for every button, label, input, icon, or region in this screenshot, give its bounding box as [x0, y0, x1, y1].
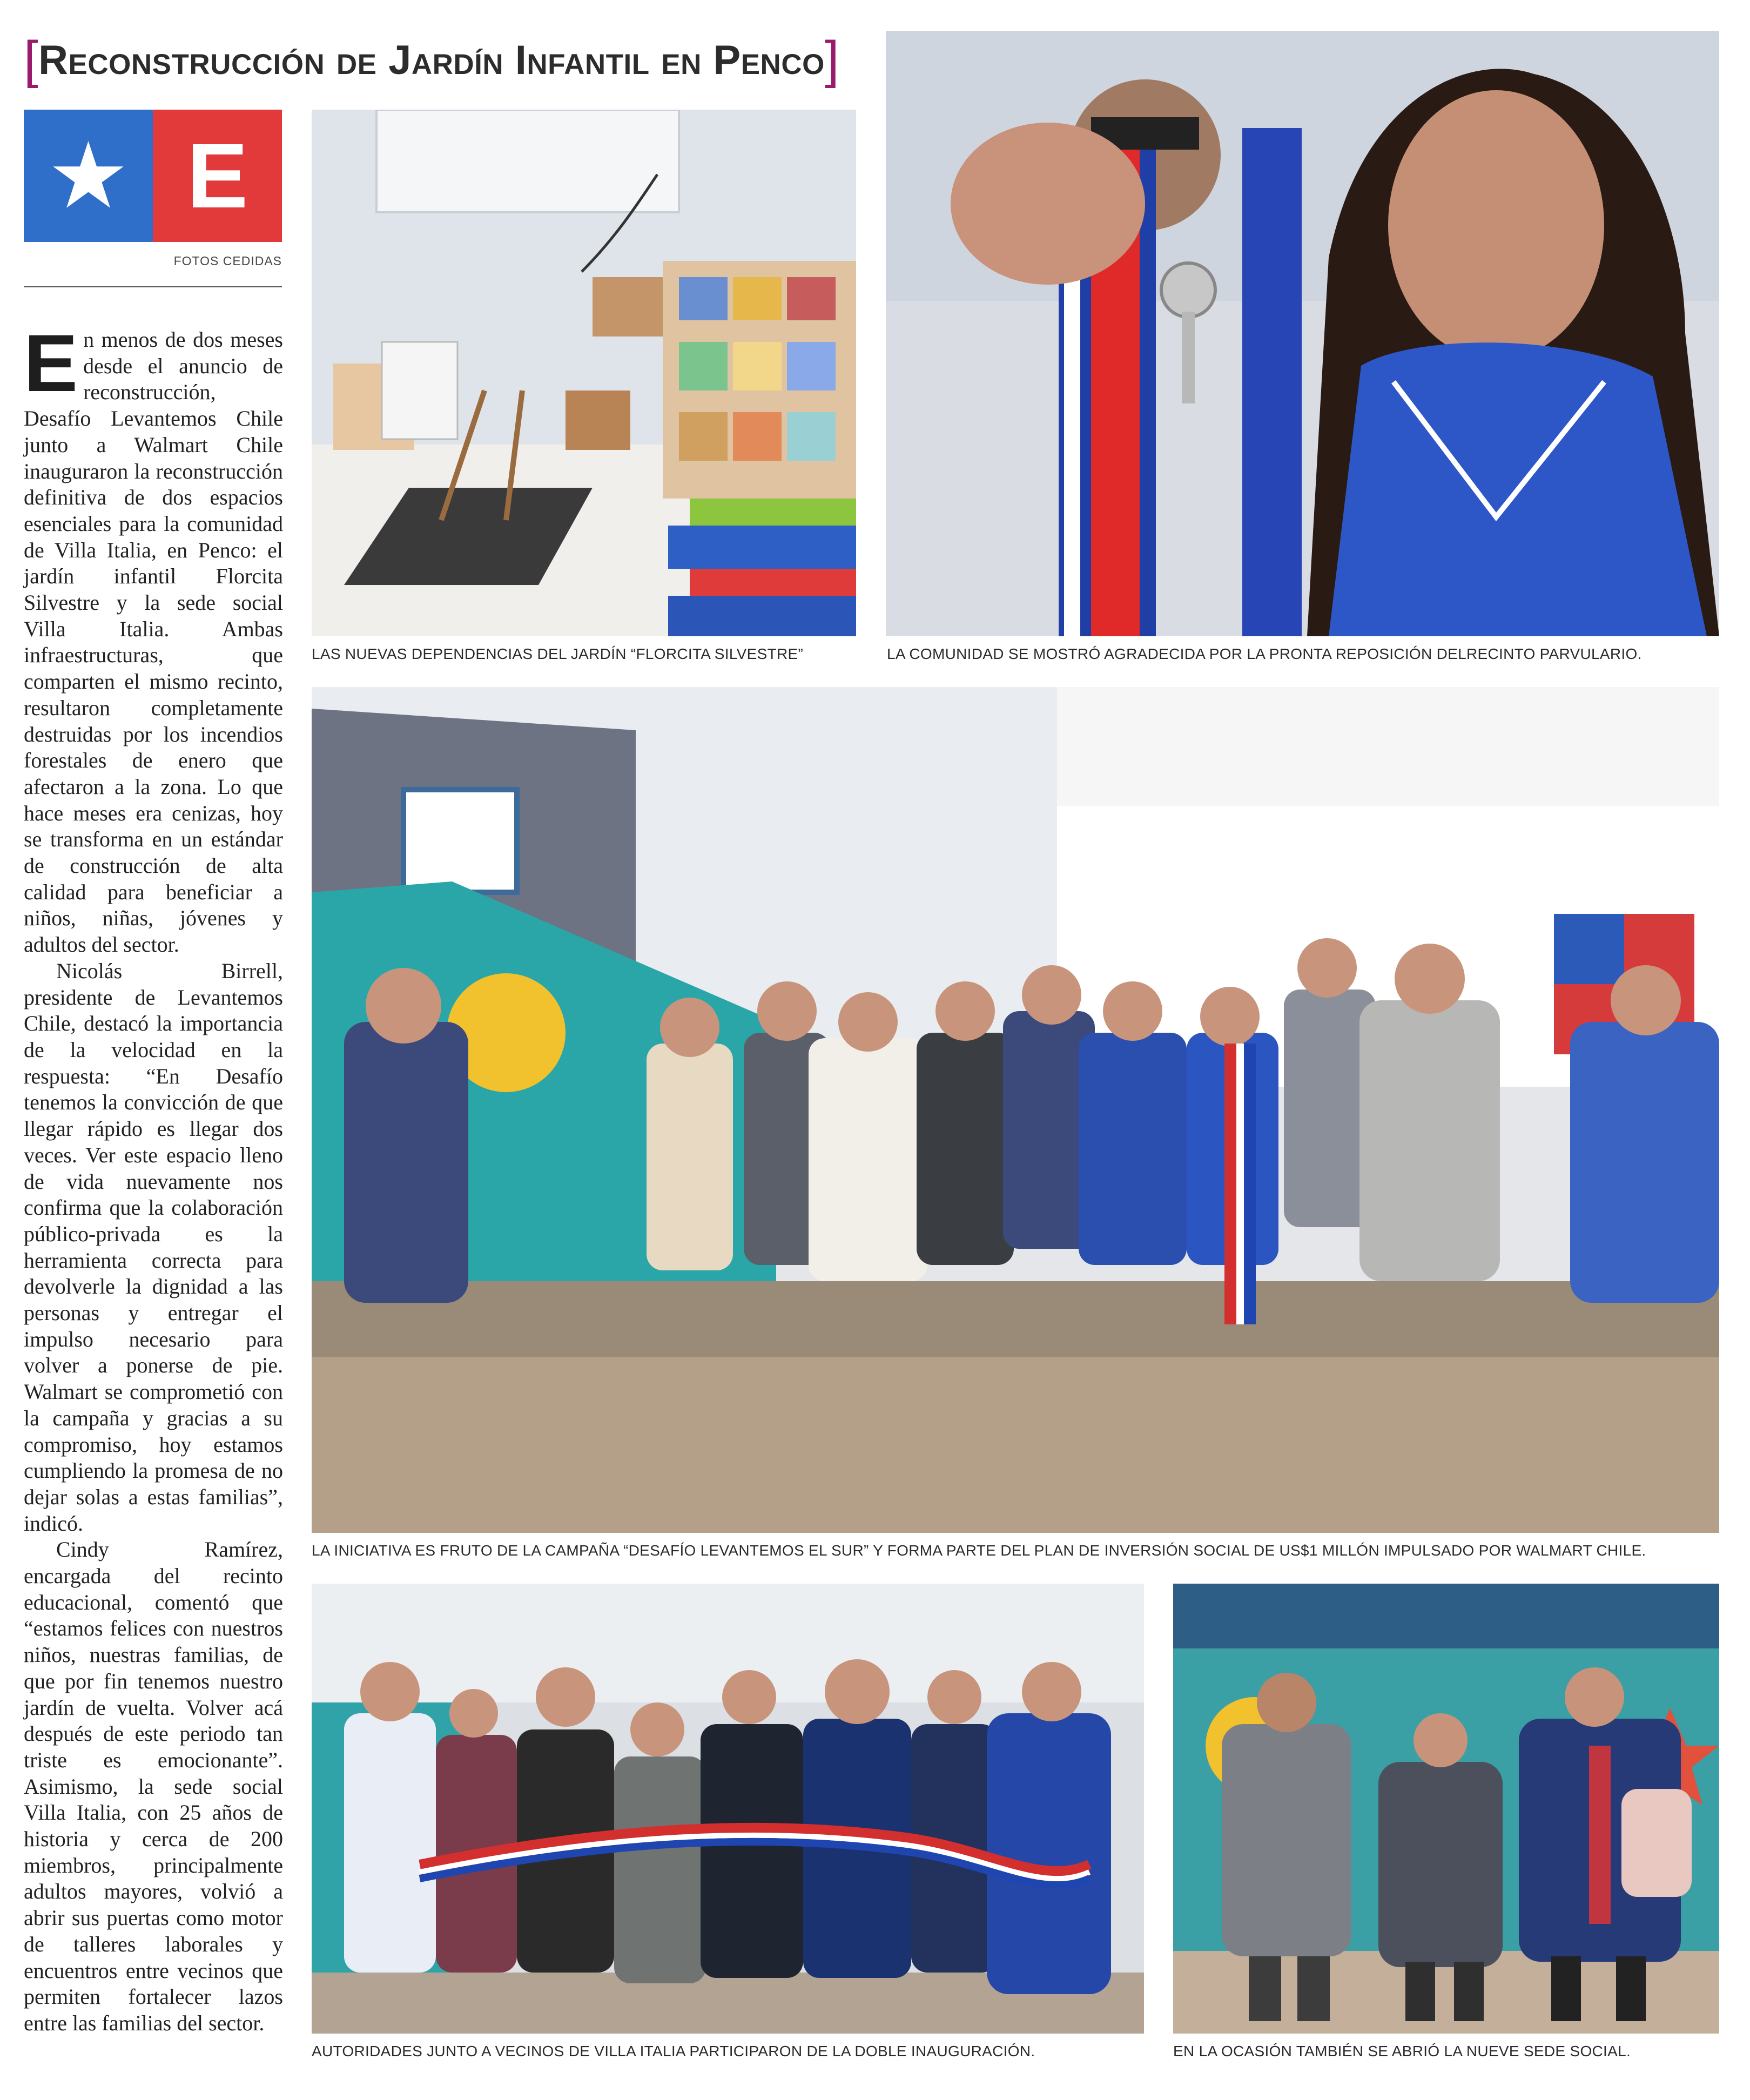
logo-blue-panel: [24, 110, 153, 242]
title-open-bracket: [: [24, 31, 39, 89]
logo-red-panel: [153, 110, 282, 242]
article-paragraph: Cindy Ramírez, encargada del recinto educacional, comentó que “estamos felices con nuestros niños, nuestras familias, de que por fin tenemos nuestro jardín de vuelta. Volver acá después de este periodo tan triste es emocionante”. Asimismo, la sede social Villa Italia, con 25 años de historia y cerca de 200 miembros, principalmente adultos mayores, volvió a abrir sus puertas como motor de talleres laborales y encuentros entre vecinos que permiten fortalecer lazos entre las familias del sector.: [24, 1537, 283, 2035]
classroom-photo: [312, 110, 856, 636]
ribbon-cutting-photo: [312, 1584, 1144, 2034]
key-caption: LA COMUNIDAD SE MOSTRÓ AGRADECIDA POR LA PRONTA REPOSICIÓN DELRECINTO PARVULARIO.: [887, 645, 1642, 662]
classroom-caption: LAS NUEVAS DEPENDENCIAS DEL JARDÍN “FLORCITA SILVESTRE”: [312, 645, 804, 662]
title-text: Reconstrucción de Jardín Infantil en Penco: [38, 37, 825, 83]
article-body: [24, 318, 283, 2037]
logo-letter: E: [186, 124, 248, 227]
article-paragraph: [24, 318, 283, 958]
article-paragraph: Nicolás Birrell, presidente de Levantemos Chile, destacó la importancia de la velocidad en la respuesta: “En Desafío tenemos la convicción de que llegar rápido es llegar dos veces. Ver este espacio lleno de vida nuevamente nos confirma que la colaboración público-privada es la herramienta correcta para devolverle la dignidad a las personas y entregar el impulso necesario para volver a ponerse de pie. Walmart se comprometió con la campaña y gracias a su compromiso, hoy estamos cumpliendo la promesa de no dejar solas a estas familias”, indicó.: [24, 958, 283, 1536]
title-close-bracket: ]: [824, 31, 840, 89]
paragraph-text: n menos de dos meses desde el anuncio de reconstrucción, Desafío Levantemos Chile junto a Walmart Chile inauguraron la reconstrucción definitiva de dos espacios esenciales para la comunidad de Villa Italia, en Penco: el jardín infantil Florcita Silvestre y la sede social Villa Italia. Ambas infraestructuras, que comparten el mismo recinto, resultaron completamente destruidas por los incendios forestales de enero que afectaron a la zona. Lo que hace meses era cenizas, hoy se transforma en un estándar de construcción de alta calidad para beneficiar a niños, niñas, jóvenes y adultos del sector.: [24, 327, 283, 957]
main-ceremony-photo: [312, 687, 1719, 1533]
divider: [24, 286, 282, 287]
star-icon: ★: [47, 122, 130, 230]
drop-cap: E: [24, 318, 78, 408]
main-caption: LA INICIATIVA ES FRUTO DE LA CAMPAÑA “DESAFÍO LEVANTEMOS EL SUR” Y FORMA PARTE DEL PLAN DE INVERSIÓN SOCIAL DE US$1 MILLÓN IMPULSADO POR WALMART CHILE.: [312, 1542, 1646, 1559]
ribbon-caption: AUTORIDADES JUNTO A VECINOS DE VILLA ITALIA PARTICIPARON DE LA DOBLE INAUGURACIÓN.: [312, 2043, 1035, 2059]
page-title: [24, 30, 839, 90]
photo-credit: FOTOS CEDIDAS: [173, 254, 282, 268]
key-photo: [886, 31, 1719, 636]
neighbors-photo: [1173, 1584, 1719, 2034]
neighbors-caption: EN LA OCASIÓN TAMBIÉN SE ABRIÓ LA NUEVE SEDE SOCIAL.: [1173, 2043, 1631, 2059]
section-logo: [24, 110, 282, 242]
